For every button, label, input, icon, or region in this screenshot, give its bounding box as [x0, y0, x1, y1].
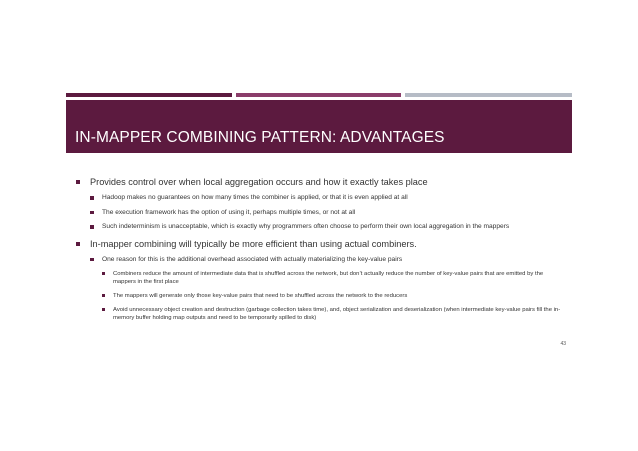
bullet-item [76, 176, 566, 188]
bullet-text: In-mapper combining will typically be more efficient than using actual combiners. [90, 238, 417, 249]
bullet-item [76, 238, 566, 250]
sub-bullet-text: Such indeterminism is unacceptable, which is exactly why programmers often choose to perform their own local aggregation in the mappers [102, 223, 510, 230]
square-bullet-icon [90, 211, 94, 215]
square-bullet-icon [90, 225, 94, 229]
bullet-list [76, 176, 566, 322]
sub-sub-bullet-item [102, 306, 566, 322]
sub-bullet-text: One reason for this is the additional overhead associated with actually materializing the key-value pairs [102, 255, 403, 263]
slide-content [76, 176, 566, 328]
title-band [66, 100, 572, 153]
square-bullet-icon [102, 294, 105, 297]
sub-sub-bullet-text: The mappers will generate only those key-value pairs that need to be shuffled across the network to the reducers [113, 293, 408, 299]
sub-bullet-item [90, 223, 566, 232]
square-bullet-icon [102, 272, 105, 275]
sub-bullet-item [90, 209, 566, 218]
sub-sub-bullet-text: Combiners reduce the amount of intermediate data that is shuffled across the network, but don’t actually reduce the number of key-value pairs that are emitted by the mappers in the first place [113, 271, 544, 285]
square-bullet-icon [76, 242, 80, 246]
bullet-text: Provides control over when local aggregation occurs and how it exactly takes place [90, 177, 428, 187]
slide-title: IN-MAPPER COMBINING PATTERN: ADVANTAGES [75, 129, 445, 146]
sub-sub-bullet-item [102, 270, 566, 286]
sub-bullet-item [90, 194, 566, 203]
header-bar-medium [236, 93, 401, 97]
header-bar-dark [66, 93, 232, 97]
sub-sub-bullet-item [102, 292, 566, 300]
square-bullet-icon [90, 196, 94, 200]
sub-bullet-text: Hadoop makes no guarantees on how many times the combiner is applied, or that it is even applied at all [102, 194, 408, 201]
square-bullet-icon [90, 258, 94, 262]
sub-sub-bullet-text: Avoid unnecessary object creation and destruction (garbage collection takes time), and, object serialization and deserialization (when intermediate key-value pairs fill the in-memory buffer holding map outputs and need to be temporarily spilled to disk) [113, 307, 561, 321]
square-bullet-icon [76, 180, 80, 184]
sub-bullet-item [90, 256, 566, 265]
page-number: 43 [560, 341, 566, 347]
header-bar-grey [405, 93, 572, 97]
square-bullet-icon [102, 308, 105, 311]
sub-bullet-text: The execution framework has the option of using it, perhaps multiple times, or not at all [102, 208, 356, 216]
